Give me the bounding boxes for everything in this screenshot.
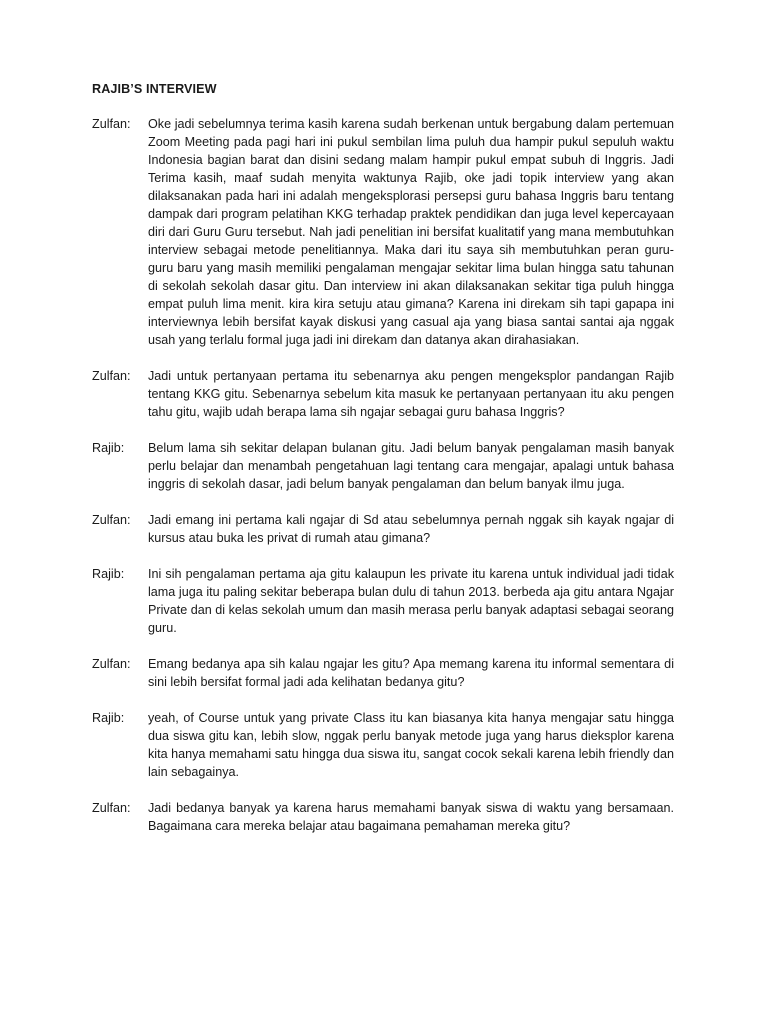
speaker-label: Rajib: [92, 567, 125, 581]
speaker-label: Zulfan: [92, 513, 131, 527]
utterance-text: Emang bedanya apa sih kalau ngajar les gitu? Apa memang karena itu informal sementara di sini lebih bersifat formal jadi ada kelihatan bedanya gitu? [148, 657, 674, 689]
speaker-label: Zulfan: [92, 801, 131, 815]
transcript-turn [92, 367, 674, 421]
transcript-turn [92, 439, 674, 493]
utterance-text: Belum lama sih sekitar delapan bulanan gitu. Jadi belum banyak pengalaman masih banyak perlu belajar dan menambah pengetahuan lagi tentang cara mengajar, apalagi untuk bahasa inggris di sekolah dasar, jadi belum banyak pengalaman dan belum banyak ilmu juga. [148, 441, 674, 491]
transcript-turn [92, 565, 674, 637]
transcript-turn [92, 799, 674, 835]
utterance-text: Jadi bedanya banyak ya karena harus memahami banyak siswa di waktu yang bersamaan. Bagaimana cara mereka belajar atau bagaimana pemahaman mereka gitu? [148, 801, 674, 833]
utterance-text: Oke jadi sebelumnya terima kasih karena sudah berkenan untuk bergabung dalam pertemuan Zoom Meeting pada pagi hari ini pukul sembilan lima puluh dua hampir pukul sepuluh waktu Indonesia bagian barat dan disini sedang malam hampir pukul empat subuh di Inggris. Jadi Terima kasih, maaf sudah menyita waktunya Rajib, oke jadi topik interview yang akan dilaksanakan pada hari ini adalah mengeksplorasi persepsi guru bahasa Inggris baru tentang dampak dari program pelatihan KKG terhadap praktek pendidikan dan juga level kepercayaan diri dari Guru Guru tersebut. Nah jadi penelitian ini bersifat kualitatif yang mana membutuhkan interview sebagai metode penelitiannya. Maka dari itu saya sih membutuhkan peran guru-guru baru yang masih memiliki pengalaman mengajar sekitar lima bulan hingga satu tahunan di sekolah sekolah dasar gitu. Dan interview ini akan dilaksanakan sekitar tiga puluh hingga empat puluh lima menit. kira kira setuju atau gimana? Karena ini direkam sih tapi gapapa ini interviewnya lebih bersifat kayak diskusi yang casual aja yang biasa santai santai aja nggak usah yang terlalu formal juga jadi ini direkam dan datanya akan dirahasiakan. [148, 117, 674, 347]
utterance-text: yeah, of Course untuk yang private Class itu kan biasanya kita hanya mengajar satu hingga dua siswa gitu kan, lebih slow, nggak perlu banyak metode juga yang harus dieksplor karena kita hanya memahami satu hingga dua siswa itu, sangat cocok sekali karena lebih friendly dan lain sebagainya. [148, 711, 674, 779]
speaker-label: Rajib: [92, 711, 125, 725]
transcript-turn [92, 655, 674, 691]
speaker-label: Zulfan: [92, 369, 131, 383]
utterance-text: Ini sih pengalaman pertama aja gitu kalaupun les private itu karena untuk individual jadi tidak lama juga itu paling sekitar beberapa bulan dulu di tahun 2013. berbeda aja gitu antara Ngajar Private dan di kelas sekolah umum dan masih merasa perlu banyak adaptasi sebagai seorang guru. [148, 567, 674, 635]
speaker-label: Zulfan: [92, 117, 131, 131]
speaker-label: Rajib: [92, 441, 125, 455]
speaker-label: Zulfan: [92, 657, 131, 671]
utterance-text: Jadi untuk pertanyaan pertama itu sebenarnya aku pengen mengeksplor pandangan Rajib tentang KKG gitu. Sebenarnya sebelum kita masuk ke pertanyaan pertanyaan itu aku pengen tahu gitu, wajib udah berapa lama sih ngajar sebagai guru bahasa Inggris? [148, 369, 674, 419]
document-title: RAJIB’S INTERVIEW [92, 82, 217, 96]
transcript-turn [92, 709, 674, 781]
transcript-turn [92, 115, 674, 349]
utterance-text: Jadi emang ini pertama kali ngajar di Sd atau sebelumnya pernah nggak sih kayak ngajar di kursus atau buka les privat di rumah atau gimana? [148, 513, 674, 545]
document-page [92, 80, 674, 853]
transcript-turn [92, 511, 674, 547]
